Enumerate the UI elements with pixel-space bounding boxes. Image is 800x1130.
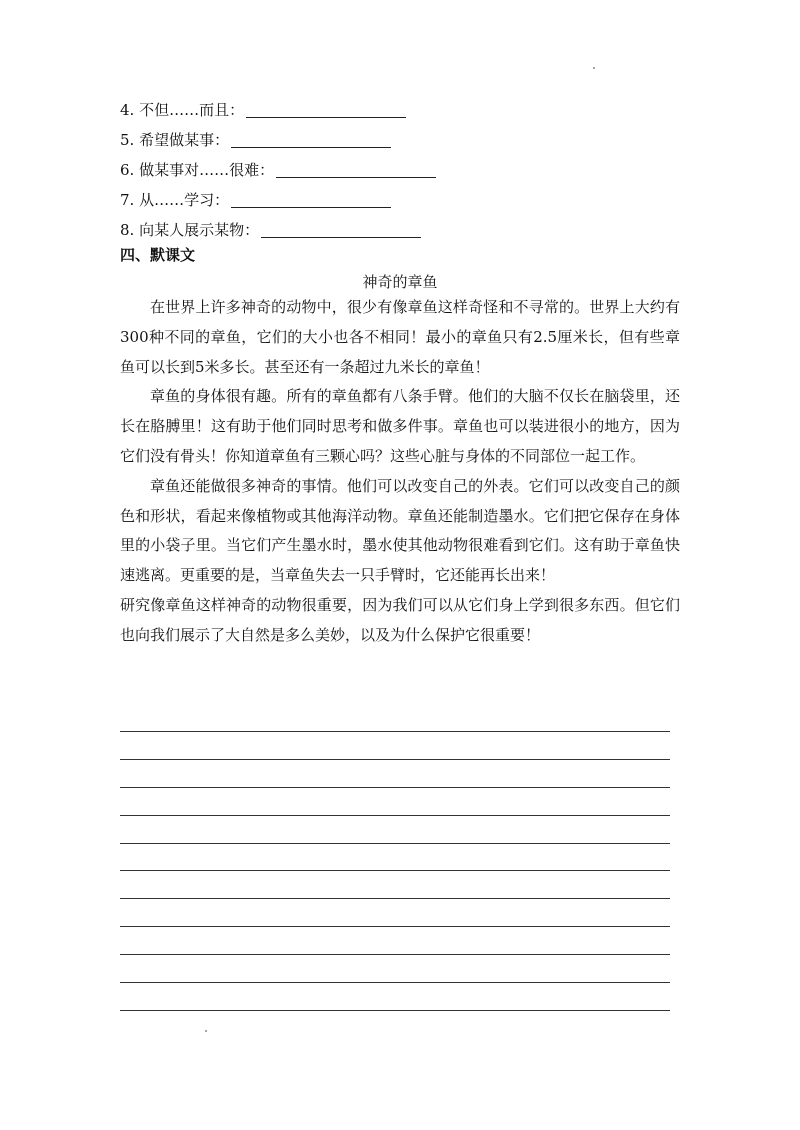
phrase-label: 7. 从……学习： [120, 191, 230, 209]
article-body [120, 293, 680, 651]
article-title: 神奇的章鱼 [362, 273, 438, 291]
writing-line[interactable] [120, 898, 670, 926]
writing-line[interactable] [120, 926, 670, 954]
section-heading: 四、默课文 [120, 246, 196, 264]
scan-dot [593, 67, 595, 69]
phrase-item-7 [120, 185, 680, 215]
scan-dot [205, 1030, 207, 1032]
writing-line[interactable] [120, 787, 670, 815]
writing-line[interactable] [120, 843, 670, 871]
writing-line[interactable] [120, 759, 670, 787]
article-paragraph: 在世界上许多神奇的动物中，很少有像章鱼这样奇怪和不寻常的。世界上大约有300种不同的章鱼，它们的大小也各不相同！最小的章鱼只有2.5厘米长，但有些章鱼可以长到5米多长。甚至还有一条超过九米长的章鱼！ [120, 298, 680, 376]
phrase-label: 4. 不但……而且： [120, 101, 245, 119]
answer-blank[interactable] [231, 129, 391, 148]
writing-line[interactable] [120, 954, 670, 982]
writing-line[interactable] [120, 731, 670, 759]
answer-blank[interactable] [276, 159, 436, 178]
writing-area[interactable] [120, 731, 670, 1038]
phrase-label: 8. 向某人展示某物： [120, 221, 260, 239]
writing-line[interactable] [120, 815, 670, 843]
phrase-translation-list [120, 95, 680, 245]
writing-line[interactable] [120, 1010, 670, 1038]
article-paragraph: 研究像章鱼这样神奇的动物很重要，因为我们可以从它们身上学到很多东西。但它们也向我们展示了大自然是多么美妙，以及为什么保护它很重要！ [120, 595, 680, 644]
article-paragraph: 章鱼还能做很多神奇的事情。他们可以改变自己的外表。它们可以改变自己的颜色和形状，看起来像植物或其他海洋动物。章鱼还能制造墨水。它们把它保存在身体里的小袋子里。当它们产生墨水时，墨水使其他动物很难看到它们。这有助于章鱼快速逃离。更重要的是，当章鱼失去一只手臂时，它还能再长出来！ [120, 476, 680, 585]
article-paragraph: 章鱼的身体很有趣。所有的章鱼都有八条手臂。他们的大脑不仅长在脑袋里，还长在胳膊里！这有助于他们同时思考和做多件事。章鱼也可以装进很小的地方，因为它们没有骨头！你知道章鱼有三颗心吗？这些心脏与身体的不同部位一起工作。 [120, 387, 680, 465]
phrase-label: 5. 希望做某事： [120, 131, 230, 149]
answer-blank[interactable] [246, 99, 406, 118]
answer-blank[interactable] [261, 219, 421, 238]
phrase-item-8 [120, 215, 680, 245]
writing-line[interactable] [120, 870, 670, 898]
phrase-item-5 [120, 125, 680, 155]
phrase-item-4 [120, 95, 680, 125]
phrase-item-6 [120, 155, 680, 185]
answer-blank[interactable] [231, 189, 391, 208]
writing-line[interactable] [120, 982, 670, 1010]
phrase-label: 6. 做某事对……很难： [120, 161, 275, 179]
